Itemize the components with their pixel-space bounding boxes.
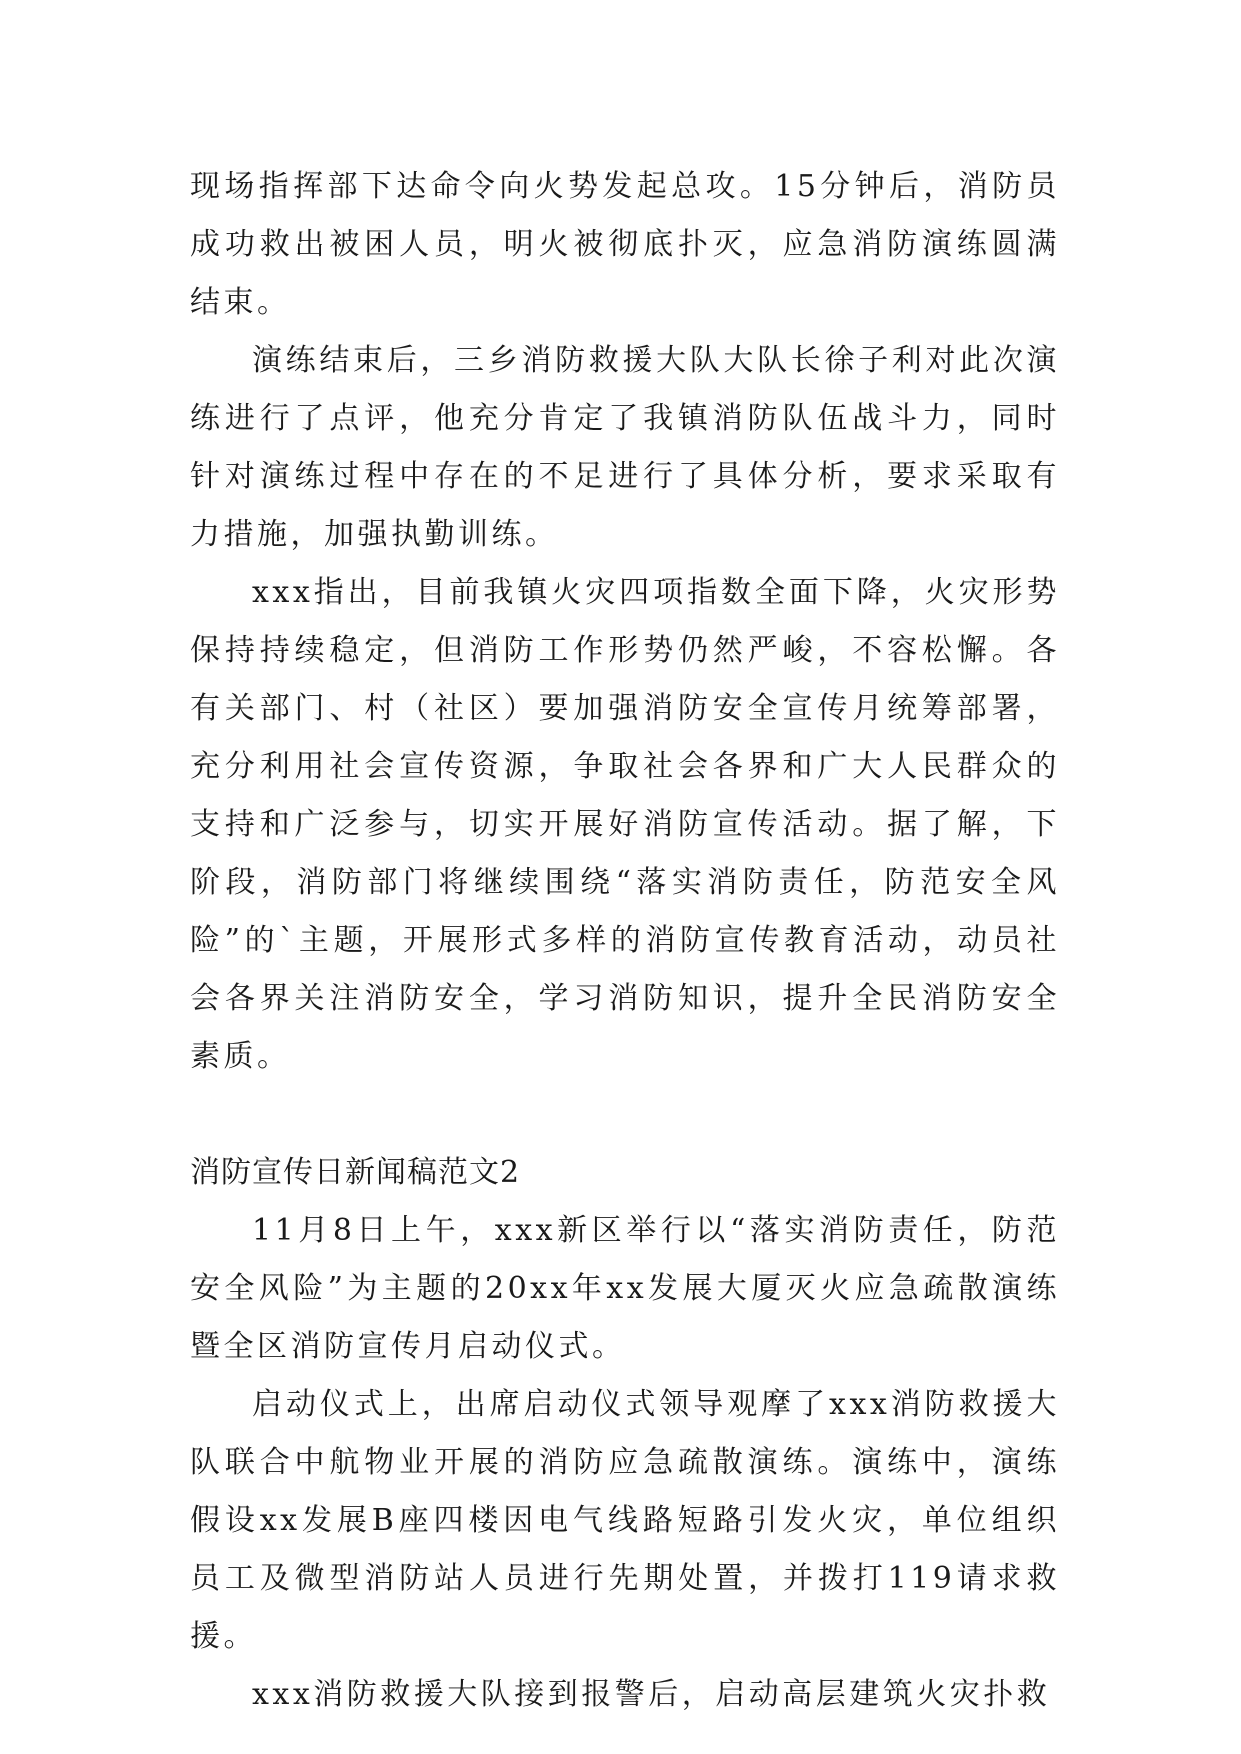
section-title: 消防宣传日新闻稿范文2 [190,1155,521,1190]
paragraph-drill-review: 演练结束后，三乡消防救援大队大队长徐子利对此次演练进行了点评，他充分肯定了我镇消防队伍战斗力，同时针对演练过程中存在的不足进行了具体分析，要求采取有力措施，加强执勤训练。 [190,343,1060,552]
paragraph-fire-situation: xxx指出，目前我镇火灾四项指数全面下降，火灾形势保持持续稳定，但消防工作形势仍然严峻，不容松懈。各有关部门、村（社区）要加强消防安全宣传月统筹部署，充分利用社会宣传资源，争取社会各界和广大人民群众的支持和广泛参与，切实开展好消防宣传活动。据了解，下阶段，消防部门将继续围绕“落实消防责任，防范安全风险”的`主题，开展形式多样的消防宣传教育活动，动员社会各界关注消防安全，学习消防知识，提升全民消防安全素质。 [190,575,1060,1074]
document-page [190,158,1060,1724]
paragraph-evacuation-drill: 启动仪式上，出席启动仪式领导观摩了xxx消防救援大队联合中航物业开展的消防应急疏散演练。演练中，演练假设xx发展B座四楼因电气线路短路引发火灾，单位组织员工及微型消防站人员进行先期处置，并拨打119请求救援。 [190,1387,1060,1654]
paragraph-fire-attack-end: 现场指挥部下达命令向火势发起总攻。15分钟后，消防员成功救出被困人员，明火被彻底扑灭，应急消防演练圆满结束。 [190,169,1060,320]
paragraph-alarm-response: xxx消防救援大队接到报警后，启动高层建筑火灾扑救 [252,1677,1051,1712]
paragraph-launch-ceremony: 11月8日上午，xxx新区举行以“落实消防责任，防范安全风险”为主题的20xx年xx发展大厦灭火应急疏散演练暨全区消防宣传月启动仪式。 [190,1213,1060,1364]
